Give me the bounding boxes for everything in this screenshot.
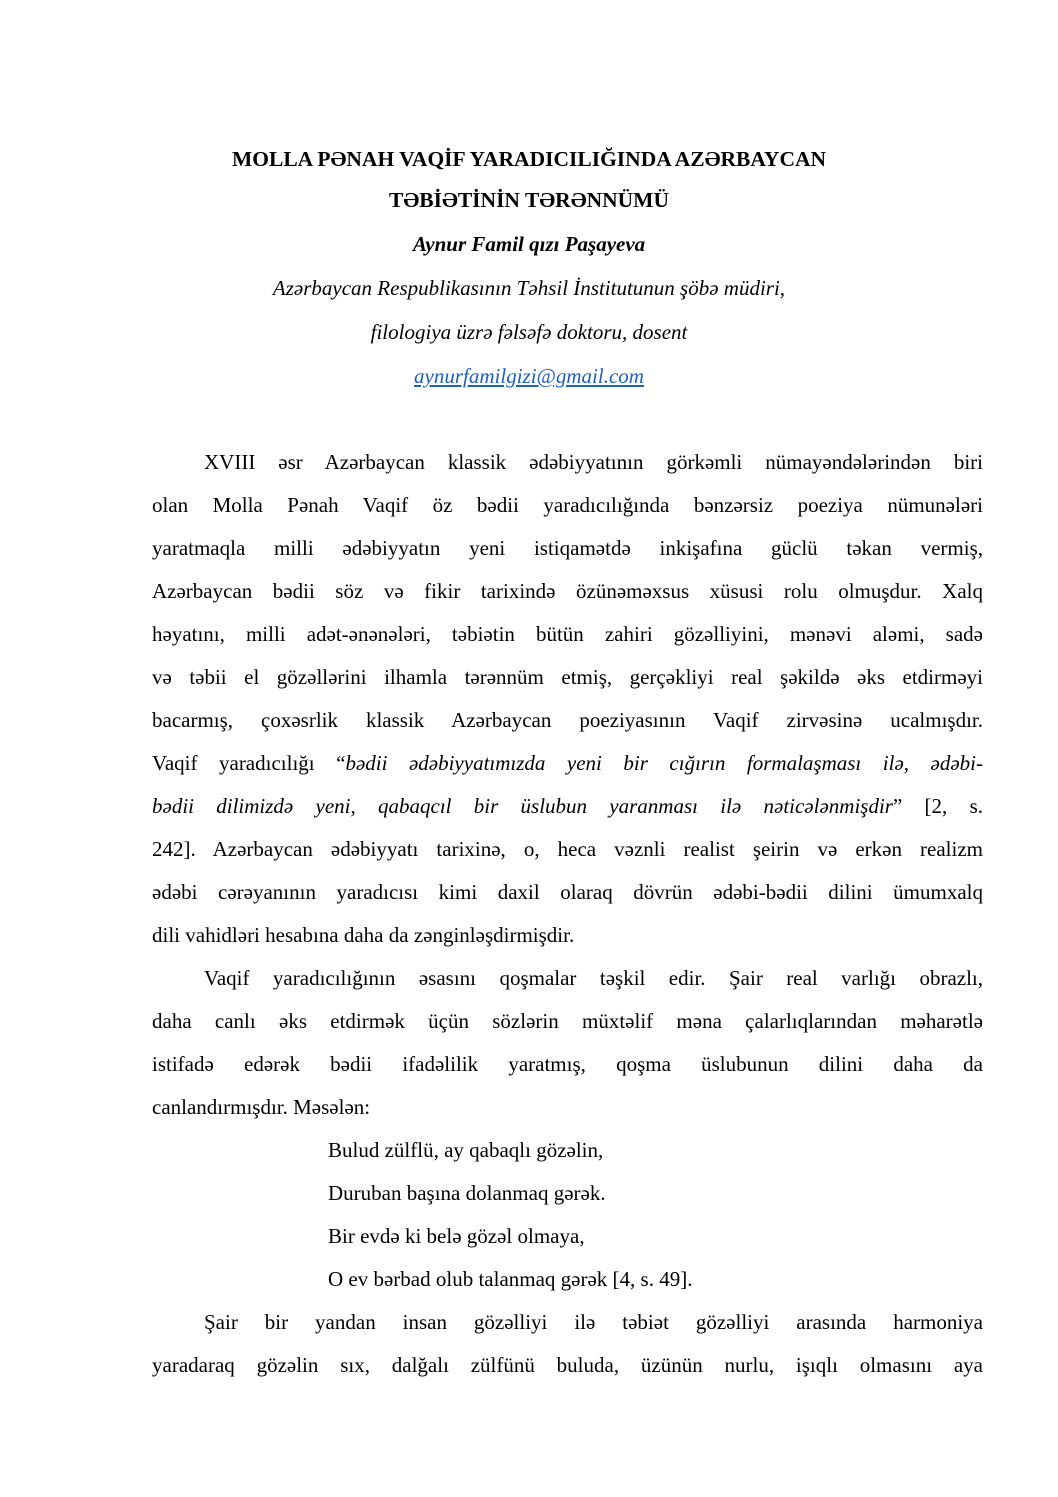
paragraph-1-line-10: 242]. Azərbaycan ədəbiyyatı tarixinə, o, heca vəznli realist şeirin və erkən realizm <box>152 837 983 861</box>
paragraph-3-line-1: Şair bir yandan insan gözəlliyi ilə təbiət gözəlliyi arasında harmoniya <box>204 1310 983 1334</box>
article-title-line-1: MOLLA PƏNAH VAQİF YARADICILIĞINDA AZƏRBAYCAN <box>231 147 827 171</box>
verse-line-4: O ev bərbad olub talanmaq gərək [4, s. 49]. <box>328 1267 693 1291</box>
quotation-italic-part-2: bədii dilimizdə yeni, qabaqcıl bir üslubun yaranması ilə nəticələnmişdir <box>152 794 893 818</box>
paragraph-1-line-4: Azərbaycan bədii söz və fikir tarixində özünəməxsus xüsusi rolu olmuşdur. Xalq <box>152 579 983 603</box>
author-affiliation-line-1: Azərbaycan Respublikasının Təhsil İnstitutunun şöbə müdiri, <box>272 276 786 300</box>
author-affiliation-line-2: filologiya üzrə fəlsəfə doktoru, dosent <box>370 320 688 344</box>
paragraph-1-line-3: yaratmaqla milli ədəbiyyatın yeni istiqamətdə inkişafına güclü təkan vermiş, <box>152 536 983 560</box>
paragraph-2-line-2: daha canlı əks etdirmək üçün sözlərin müxtəlif məna çalarlıqlarından məharətlə <box>152 1009 983 1033</box>
article-title-line-2: TƏBİƏTİNİN TƏRƏNNÜMÜ <box>389 188 669 212</box>
author-email-wrapper <box>0 362 1058 390</box>
verse-line-3: Bir evdə ki belə gözəl olmaya, <box>328 1224 585 1248</box>
paragraph-1-line-11: ədəbi cərəyanının yaradıcısı kimi daxil olaraq dövrün ədəbi-bədii dilini ümumxalq <box>152 880 983 904</box>
paragraph-2-line-1: Vaqif yaradıcılığının əsasını qoşmalar təşkil edir. Şair real varlığı obrazlı, <box>204 966 983 990</box>
paragraph-1-line-9 <box>152 792 983 820</box>
paragraph-1-line-7: bacarmış, çoxəsrlik klassik Azərbaycan poeziyasının Vaqif zirvəsinə ucalmışdır. <box>152 708 983 732</box>
paragraph-1-line-12: dili vahidləri hesabına daha da zənginləşdirmişdir. <box>152 923 575 947</box>
quotation-italic-part-1: bədii ədəbiyyatımızda yeni bir cığırın formalaşması ilə, ədəbi- <box>345 751 983 775</box>
author-name: Aynur Famil qızı Paşayeva <box>412 232 646 256</box>
citation-reference: ” [2, s. <box>892 794 983 818</box>
verse-line-1: Bulud zülflü, ay qabaqlı gözəlin, <box>328 1138 604 1162</box>
paragraph-1-line-2: olan Molla Pənah Vaqif öz bədii yaradıcılığında bənzərsiz poeziya nümunələri <box>152 493 983 517</box>
paragraph-2-line-3: istifadə edərək bədii ifadəlilik yaratmış, qoşma üslubunun dilini daha da <box>152 1052 983 1076</box>
paragraph-1-line-1: XVIII əsr Azərbaycan klassik ədəbiyyatının görkəmli nümayəndələrindən biri <box>204 450 983 474</box>
paragraph-3-line-2: yaradaraq gözəlin sıx, dalğalı zülfünü buluda, üzünün nurlu, işıqlı olmasını aya <box>152 1353 983 1377</box>
paragraph-1-line-8 <box>152 749 983 777</box>
paragraph-2-line-4: canlandırmışdır. Məsələn: <box>152 1095 371 1119</box>
paragraph-1-line-8-text: Vaqif yaradıcılığı “ <box>152 751 346 775</box>
paragraph-1-line-5: həyatını, milli adət-ənənələri, təbiətin bütün zahiri gözəlliyini, mənəvi aləmi, sadə <box>152 622 983 646</box>
author-email-link[interactable]: aynurfamilgizi@gmail.com <box>414 364 644 388</box>
verse-line-2: Duruban başına dolanmaq gərək. <box>328 1181 606 1205</box>
paragraph-1-line-6: və təbii el gözəllərini ilhamla tərənnüm etmiş, gerçəkliyi real şəkildə əks etdirməyi <box>152 665 983 689</box>
